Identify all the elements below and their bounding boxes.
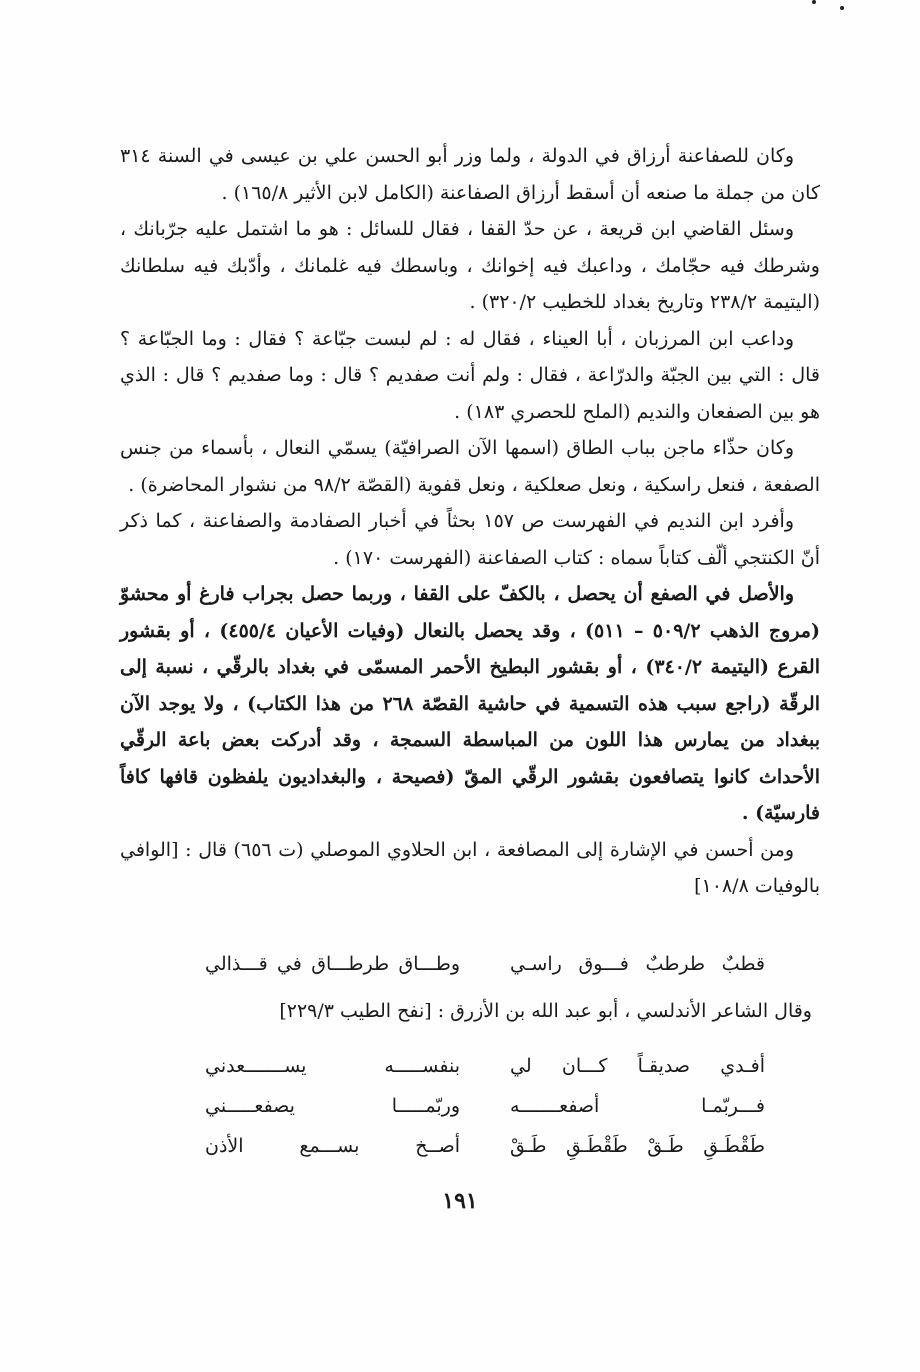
paragraph-5: وأفرد ابن النديم في الفهرست ص ١٥٧ بحثاً في أخبار الصفادمة والصفاعنة ، كما ذكر أنّ الكنتجي ألّف كتاباً سماه : كتاب الصفاعنة (الفهرست ١٧٠) . xyxy=(120,510,820,569)
hemistich-left: وربّمـــــا يصفعـــــني xyxy=(205,1095,460,1117)
hemistich-right: أفـدي صديقـاً كـــان لي xyxy=(510,1055,765,1077)
hemistich-left: وطـــاق طرطـــاق في قـــذالي xyxy=(205,953,460,975)
poem-verse-1 xyxy=(205,944,765,984)
poem-intro: وقال الشاعر الأندلسي ، أبو عبد الله بن الأزرق : [نفح الطيب ٢٢٩/٣] xyxy=(279,1000,812,1022)
hemistich-right: طَقْطَـقِ طَـقْ طَقْطَـقِ طَـقْ xyxy=(510,1135,765,1157)
poem-verse-2 xyxy=(205,1046,765,1166)
poem-line xyxy=(205,944,765,984)
scan-speck xyxy=(812,0,816,4)
paragraph-4: وكان حذّاء ماجن بباب الطاق (اسمها الآن الصرافيّة) يسمّي النعال ، بأسماء من جنس الصفعة ، فنعل راسكية ، ونعل صعلكية ، ونعل قفوية (القصّة ٩٨/٢ من نشوار المحاضرة) . xyxy=(120,437,820,496)
hemistich-right: فـــربّمـا أصفعـــــــه xyxy=(510,1095,765,1117)
hemistich-left: أصــخ بســـمع الأذن xyxy=(205,1135,460,1157)
paragraph-6: والأصل في الصفع أن يحصل ، بالكفّ على القفا ، وربما حصل بجراب فارغ أو محشوّ (مروج الذهب ٥٠٩/٢ – ٥١١) ، وقد يحصل بالنعال (وفيات الأعيان ٤٥٥/٤) ، أو بقشور القرع (اليتيمة ٣٤٠/٢) ، أو بقشور البطيخ الأحمر المسمّى في بغداد بالرقّي ، نسبة إلى الرقّة (راجع سبب هذه التسمية في حاشية القصّة ٢٦٨ من هذا الكتاب) ، ولا يوجد الآن ببغداد من يمارس هذا اللون من المباسطة السمجة ، وقد أدركت بعض باعة الرقّي الأحداث كانوا يتصافعون بقشور الرقّي المقّ (فصيحة ، والبغداديون يلفظون قافها كافاً فارسيّة) . xyxy=(120,583,820,824)
paragraph-7: ومن أحسن في الإشارة إلى المصافعة ، ابن الحلاوي الموصلي (ت ٦٥٦) قال : [الوافي بالوفيات ١٠٨/٨] xyxy=(120,838,820,897)
poem-line xyxy=(205,1086,765,1126)
scan-speck xyxy=(840,6,844,10)
poem-line xyxy=(205,1046,765,1086)
poem-line xyxy=(205,1126,765,1166)
page-number: ١٩١ xyxy=(442,1188,478,1214)
hemistich-right: قطبٌ طرطبٌ فـــوق راسـي xyxy=(510,953,765,975)
main-text xyxy=(120,138,820,905)
paragraph-3: وداعب ابن المرزبان ، أبا العيناء ، فقال له : لم لبست جبّاعة ؟ فقال : وما الجبّاعة ؟ قال : التي بين الجبّة والدرّاعة ، فقال : ولم أنت صفديم ؟ قال : وما صفديم ؟ قال : الذي هو بين الصفعان والنديم (الملح للحصري ١٨٣) . xyxy=(120,327,820,423)
hemistich-left: بنفســـــه يســـــــعدني xyxy=(205,1055,460,1077)
paragraph-1: وكان للصفاعنة أرزاق في الدولة ، ولما وزر أبو الحسن علي بن عيسى في السنة ٣١٤ كان من جملة ما صنعه أن أسقط أرزاق الصفاعنة (الكامل لابن الأثير ١٦٥/٨) . xyxy=(120,145,820,204)
paragraph-2: وسئل القاضي ابن قريعة ، عن حدّ القفا ، فقال للسائل : هو ما اشتمل عليه جرّبانك ، وشرطك فيه حجّامك ، وداعبك فيه إخوانك ، وباسطك فيه غلمانك ، وأدّبك فيه سلطانك (اليتيمة ٢٣٨/٢ وتاريخ بغداد للخطيب ٣٢٠/٢) . xyxy=(120,218,820,313)
